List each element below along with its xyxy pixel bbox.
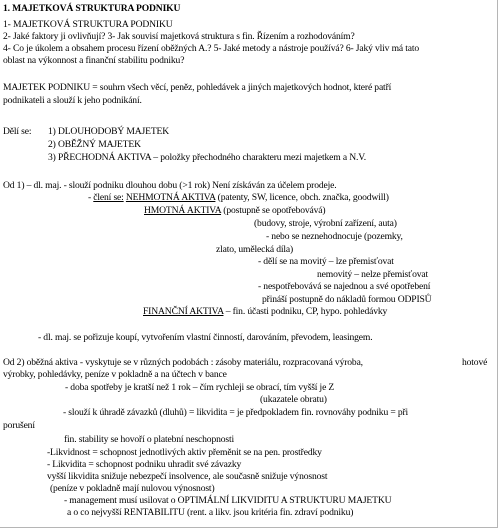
question-line-4: oblast na výkonnost a finanční stabilitu podniku? xyxy=(3,55,185,66)
doc-title: 1. MAJETKOVÁ STRUKTURA PODNIKU xyxy=(3,3,181,14)
dash: - xyxy=(88,192,94,203)
financni-line xyxy=(143,306,387,317)
depreciation-line-2: přináší postupně do nákladů formou ODPISŮ xyxy=(262,294,432,305)
acquisition-line: - dl. maj. se pořizuje koupí, vytvořením vlastní činností, darováním, převodem, leasingem. xyxy=(38,332,373,343)
section2-line-8: vyšší likvidita snižuje nebezpečí insolvence, ale současně snižuje výnosnost xyxy=(47,471,328,482)
hmotna-no-depreciation-examples: zlato, umělecká díla) xyxy=(216,244,294,255)
question-line-1: 1- MAJETKOVÁ STRUKTURA PODNIKU xyxy=(3,19,173,30)
clenise-label: člení se: xyxy=(93,192,124,203)
section2-line-2: (ukazatele obratu) xyxy=(260,394,327,405)
section2-line-5: fin. stability se hovoří o platební neschopnosti xyxy=(64,434,234,445)
division-item-1: 1) DLOUHODOBÝ MAJETEK xyxy=(48,126,170,137)
nehmotna-line xyxy=(88,192,389,203)
section2-line-10: - management musí usilovat o OPTIMÁLNÍ LIKVIDITU A STRUKTURU MAJETKU xyxy=(64,495,392,506)
section2-intro-1: Od 2) oběžná aktiva - vyskytuje se v různých podobách : zásoby materiálu, rozpracovaná výroba, xyxy=(3,357,363,368)
section2-line-9: (peníze v pokladně mají nulovou výnosnost) xyxy=(50,483,215,494)
section2-line-11: a o co nejvyšší RENTABILITU (rent. a likv. jsou kritéria fin. zdraví podniku) xyxy=(67,507,354,518)
section2-line-3: - slouží k úhradě závazků (dluhů) = likvidita = je předpokladem fin. rovnováhy podniku = při xyxy=(63,407,409,418)
division-item-2: 2) OBĚŽNÝ MAJETEK xyxy=(48,139,141,150)
financni-desc: – fin. účasti podniku, CP, hypo. pohledávky xyxy=(223,306,388,317)
definition-line-1: MAJETEK PODNIKU = souhrn všech věcí, peněz, pohledávek a jiných majetkových hodnot, které patří xyxy=(3,82,392,93)
section1-intro: Od 1) – dl. maj. - slouží podniku dlouhou dobu (>1 rok) Není získáván za účelem prodeje. xyxy=(3,180,337,191)
division-label: Dělí se: xyxy=(3,126,32,137)
hmotna-no-depreciation: - nebo se neznehodnocuje (pozemky, xyxy=(266,231,403,242)
nehmotna-heading: NEHMOTNÁ AKTIVA xyxy=(125,192,216,203)
division-item-3: 3) PŘECHODNÁ AKTIVA – položky přechodného charakteru mezi majetkem a N.V. xyxy=(48,152,367,163)
section2-line-1: - doba spotřeby je kratší než 1 rok – čím rychleji se obrací, tím vyšší je Z xyxy=(65,382,335,393)
nehmotna-desc: (patenty, SW, licence, obch. značka, goodwill) xyxy=(215,192,389,203)
hmotna-examples: (budovy, stroje, výrobní zařízení, auta) xyxy=(254,218,397,229)
hmotna-heading: HMOTNÁ AKTIVA xyxy=(144,205,222,216)
depreciation-line-1: - nespotřebovává se najednou a své opotřebení xyxy=(258,281,431,292)
section2-line-6: -Likvidnost = schopnost jednotlivých aktiv přeměnit se na pen. prostředky xyxy=(47,447,322,458)
section2-line-4: porušení xyxy=(3,420,35,431)
financni-heading: FINANČNÍ AKTIVA xyxy=(143,306,224,317)
movity-line: - dělí se na movitý – lze přemisťovat xyxy=(258,256,394,267)
question-line-3: 4- Co je úkolem a obsahem procesu řízení oběžných A.? 5- Jaké metody a nástroje používá? 6- Jaký vliv má tato xyxy=(3,43,420,54)
question-line-2: 2- Jaké faktory ji ovlivňují? 3- Jak souvisí majetková struktura s fin. Řízením a rozhodováním? xyxy=(3,31,355,42)
hmotna-desc: (postupně se opotřebovává) xyxy=(221,205,326,216)
nemovity-line: nemovitý – nelze přemisťovat xyxy=(317,269,428,280)
hmotna-line xyxy=(144,205,325,216)
section2-line-7: - Likvidita = schopnost podniku uhradit své závazky xyxy=(47,459,242,470)
section2-intro-hotove: hotové xyxy=(462,357,488,368)
definition-line-2: podnikateli a slouží k jeho podnikání. xyxy=(3,95,142,106)
section2-intro-2: výrobky, pohledávky, peníze v pokladně a na účtech v bance xyxy=(3,369,227,380)
